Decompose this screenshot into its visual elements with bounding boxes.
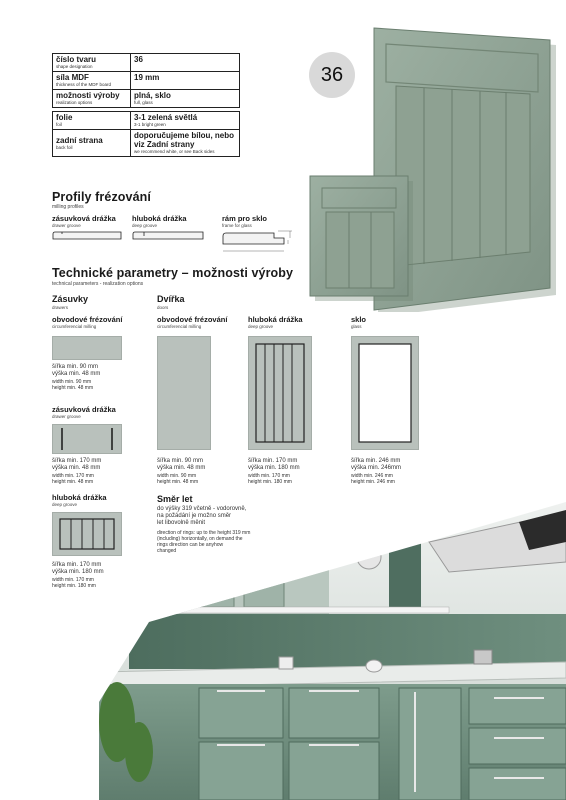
spec-label: možnosti výroby	[56, 91, 120, 100]
dim-line: výška min. 246mm	[351, 465, 402, 471]
option-sublabel: circumferencial milling	[157, 324, 202, 329]
dim-line: výška min. 48 mm	[52, 371, 101, 377]
rings-cz-line: na požádání je možno směr	[157, 513, 232, 519]
spec-sublabel: shape designation	[56, 64, 93, 69]
dim-line: šířka min. 170 mm	[52, 562, 102, 568]
spec-value-sub: 3-1 bright green	[134, 122, 166, 127]
rings-cz-line: let libovolně měnit	[157, 520, 206, 526]
option-label: hluboká drážka	[248, 315, 303, 324]
rings-en-line: direction of rings: up to the height 319 mm	[157, 530, 251, 536]
spec-value: doporučujeme bílou, nebo viz Zadní strany	[134, 131, 234, 149]
rings-heading: Směr let	[157, 494, 193, 504]
spec-value-sub: full, glass	[134, 100, 153, 105]
option-sublabel: deep groove	[248, 324, 274, 329]
spec-value: plná, sklo	[134, 91, 171, 100]
profiles-title: Profily frézování	[52, 190, 151, 204]
dim-line-en: height min. 180 mm	[248, 479, 292, 485]
dim-line-en: height min. 180 mm	[52, 583, 96, 589]
dim-line-en: width min. 246 mm	[351, 473, 393, 479]
spec-label: síla MDF	[56, 73, 89, 82]
door-illustration	[300, 22, 562, 312]
rings-cz-line: do výšky 319 včetně - vodorovně,	[157, 506, 247, 512]
spec-table	[52, 53, 240, 157]
profile-label: zásuvková drážka	[52, 214, 116, 223]
spec-sublabel: foil	[56, 122, 62, 127]
shape-number-badge: 36	[309, 52, 355, 98]
spec-sublabel: realization options	[56, 100, 93, 105]
profile-sublabel: deep groove	[132, 223, 158, 228]
dim-line-en: height min. 48 mm	[52, 479, 94, 485]
dim-line: výška min. 48 mm	[52, 465, 101, 471]
option-sublabel: drawer groove	[52, 414, 81, 419]
spec-value: 19 mm	[134, 73, 160, 82]
dim-line-en: width min. 90 mm	[157, 473, 197, 479]
dim-line-en: height min. 48 mm	[157, 479, 199, 485]
dim-line: šířka min. 90 mm	[52, 364, 99, 370]
doors-sub: doors	[157, 305, 169, 310]
option-label: sklo	[351, 315, 367, 324]
door-deep-groove-sample	[248, 336, 312, 450]
door-glass-sample	[351, 336, 419, 450]
option-label: zásuvková drážka	[52, 405, 116, 414]
dim-line-en: width min. 170 mm	[248, 473, 290, 479]
tech-title: Technické parametry – možnosti výroby	[52, 266, 294, 280]
spec-row	[53, 72, 240, 90]
profile-label: hluboká drážka	[132, 214, 187, 223]
dim-line: šířka min. 246 mm	[351, 458, 401, 464]
drawers-heading: Zásuvky	[52, 294, 89, 304]
dim-line-en: width min. 170 mm	[52, 473, 94, 479]
drawer-groove-profile	[52, 231, 122, 241]
dim-line: výška min. 48 mm	[157, 465, 206, 471]
rings-en-line: rings direction can be anyhow	[157, 542, 224, 548]
glass-frame-profile	[222, 229, 294, 259]
rings-en-line: (including) horizontally, on demand the	[157, 536, 243, 542]
spec-row	[53, 130, 240, 157]
spec-sublabel: back foil	[56, 145, 73, 150]
door-sample	[157, 336, 211, 450]
spec-row	[53, 54, 240, 72]
spec-value: 3-1 zelená světlá	[134, 113, 198, 122]
profile-sublabel: frame for glass	[222, 223, 252, 228]
kitchen-photo	[99, 502, 566, 800]
profile-label: rám pro sklo	[222, 214, 268, 223]
option-sublabel: glass	[351, 324, 362, 329]
dim-line: výška min. 180 mm	[248, 465, 300, 471]
dim-line: šířka min. 90 mm	[157, 458, 204, 464]
dim-line-en: height min. 246 mm	[351, 479, 395, 485]
spec-label: zadní strana	[56, 136, 103, 145]
rings-en-line: changed	[157, 548, 177, 554]
drawers-sub: drawers	[52, 305, 69, 310]
doors-heading: Dvířka	[157, 294, 185, 304]
deep-groove-profile	[132, 231, 204, 241]
spec-row	[53, 112, 240, 130]
drawer-sample	[52, 336, 122, 360]
spec-label: folie	[56, 113, 73, 122]
dim-line: výška min. 180 mm	[52, 569, 104, 575]
spec-value-sub: we recommend white, or see Back sides	[134, 149, 215, 154]
dim-line-en: width min. 90 mm	[52, 379, 92, 385]
option-label: hluboká drážka	[52, 493, 107, 502]
dim-line: šířka min. 170 mm	[248, 458, 298, 464]
option-sublabel: deep groove	[52, 502, 78, 507]
dim-line-en: width min. 170 mm	[52, 577, 94, 583]
profiles-subtitle: milling profiles	[52, 204, 84, 210]
spec-label: číslo tvaru	[56, 55, 97, 64]
dim-line-en: height min. 48 mm	[52, 385, 94, 391]
option-label: obvodové frézování	[52, 315, 123, 324]
option-label: obvodové frézování	[157, 315, 228, 324]
tech-subtitle: technical parameters - realization options	[52, 281, 144, 287]
spec-value: 36	[134, 55, 143, 64]
profile-sublabel: drawer groove	[52, 223, 81, 228]
option-sublabel: circumferencial milling	[52, 324, 97, 329]
dim-line: šířka min. 170 mm	[52, 458, 102, 464]
drawer-groove-sample	[52, 424, 122, 454]
spec-row	[53, 90, 240, 108]
spec-sublabel: thickness of the MDF board	[56, 82, 112, 87]
